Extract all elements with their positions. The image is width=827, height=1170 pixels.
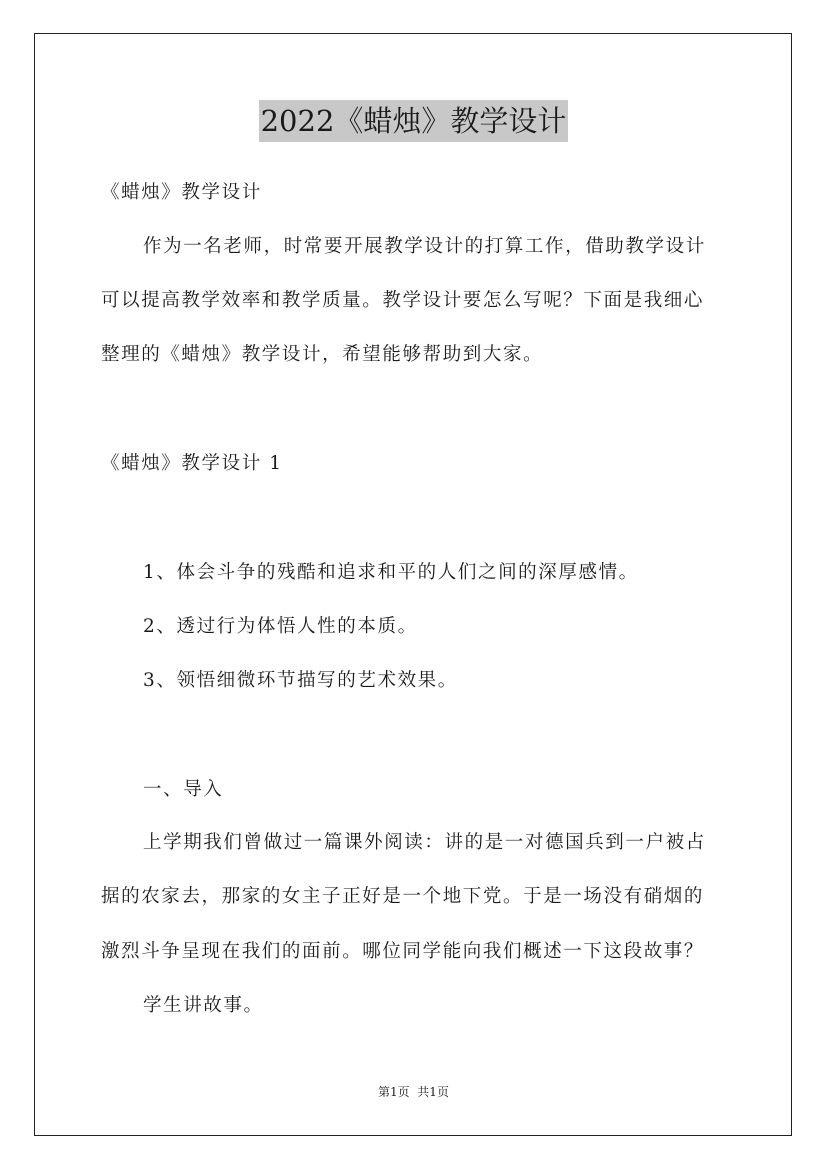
- intro-line-3: 整理的《蜡烛》教学设计，希望能够帮助到大家。: [101, 344, 544, 365]
- body-line-1: 上学期我们曾做过一篇课外阅读：讲的是一对德国兵到一户被占: [143, 832, 706, 853]
- subtitle: 《蜡烛》教学设计: [101, 182, 262, 203]
- section-heading: 《蜡烛》教学设计 1: [101, 453, 283, 474]
- intro-line-1: 作为一名老师，时常要开展教学设计的打算工作，借助教学设计: [143, 236, 706, 257]
- document-title: [0, 100, 827, 142]
- body-line-2: 据的农家去，那家的女主子正好是一个地下党。于是一场没有硝烟的: [101, 886, 705, 907]
- intro-line-2: 可以提高教学效率和教学质量。教学设计要怎么写呢？下面是我细心: [101, 290, 705, 311]
- body-line-4: 学生讲故事。: [143, 995, 264, 1016]
- objective-3: 3、领悟细微环节描写的艺术效果。: [143, 670, 458, 691]
- objective-1: 1、体会斗争的残酷和追求和平的人们之间的深厚感情。: [143, 562, 639, 583]
- title-text: 2022《蜡烛》教学设计: [259, 100, 569, 142]
- body-line-3: 激烈斗争呈现在我们的面前。哪位同学能向我们概述一下这段故事？: [101, 941, 705, 962]
- part-heading: 一、导入: [143, 779, 224, 800]
- objective-2: 2、透过行为体悟人性的本质。: [143, 616, 418, 637]
- page-footer: 第1页 共1页: [378, 1085, 449, 1099]
